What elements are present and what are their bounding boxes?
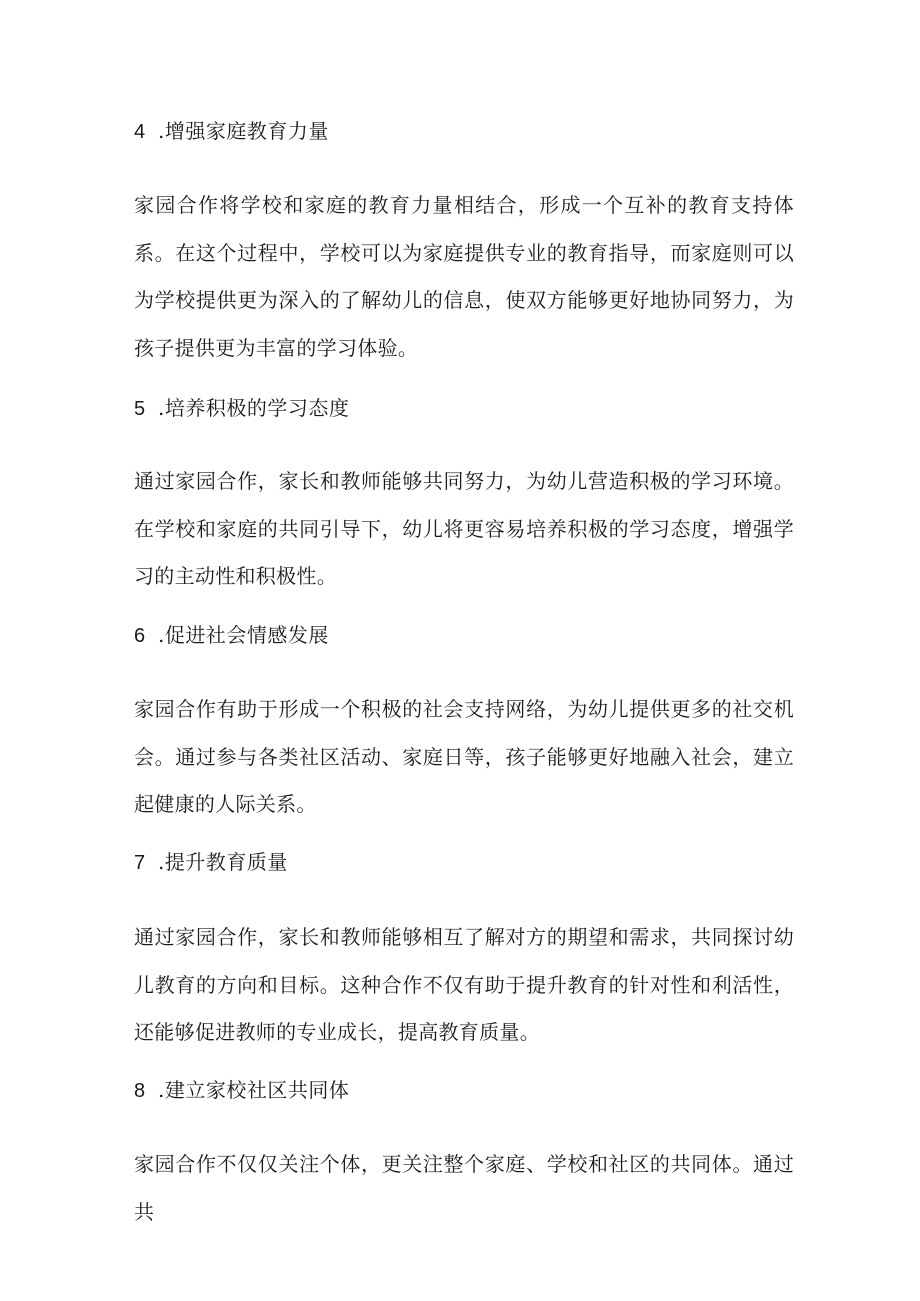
section-number: 4 (134, 121, 146, 143)
section-heading-5 (134, 394, 349, 423)
section-body-6: 家园合作有助于形成一个积极的社会支持网络，为幼儿提供更多的社交机会。通过参与各类社区活动、家庭日等，孩子能够更好地融入社会，建立起健康的人际关系。 (134, 697, 794, 816)
section-heading-8 (134, 1076, 349, 1105)
section-title: .培养积极的学习态度 (158, 396, 350, 420)
section-title: .增强家庭教育力量 (158, 119, 329, 143)
section-heading-4 (134, 117, 329, 146)
section-title: .建立家校社区共同体 (158, 1078, 350, 1102)
section-number: 8 (134, 1080, 146, 1102)
section-heading-6 (134, 621, 329, 650)
section-number: 7 (134, 852, 146, 874)
section-body-7: 通过家园合作，家长和教师能够相互了解对方的期望和需求，共同探讨幼儿教育的方向和目标。这种合作不仅有助于提升教育的针对性和利活性，还能够促进教师的专业成长，提高教育质量。 (134, 925, 794, 1044)
section-body-8: 家园合作不仅仅关注个体，更关注整个家庭、学校和社区的共同体。通过共 (134, 1152, 794, 1224)
section-number: 5 (134, 398, 146, 420)
section-title: .促进社会情感发展 (158, 623, 329, 647)
section-body-4: 家园合作将学校和家庭的教育力量相结合，形成一个互补的教育支持体系。在这个过程中，学校可以为家庭提供专业的教育指导，而家庭则可以为学校提供更为深入的了解幼儿的信息，使双方能够更好地协同努力，为孩子提供更为丰富的学习体验。 (134, 193, 794, 360)
section-heading-7 (134, 848, 288, 877)
section-title: .提升教育质量 (158, 850, 288, 874)
section-number: 6 (134, 625, 146, 647)
section-body-5: 通过家园合作，家长和教师能够共同努力，为幼儿营造积极的学习环境。在学校和家庭的共同引导下，幼儿将更容易培养积极的学习态度，增强学习的主动性和积极性。 (134, 469, 794, 588)
